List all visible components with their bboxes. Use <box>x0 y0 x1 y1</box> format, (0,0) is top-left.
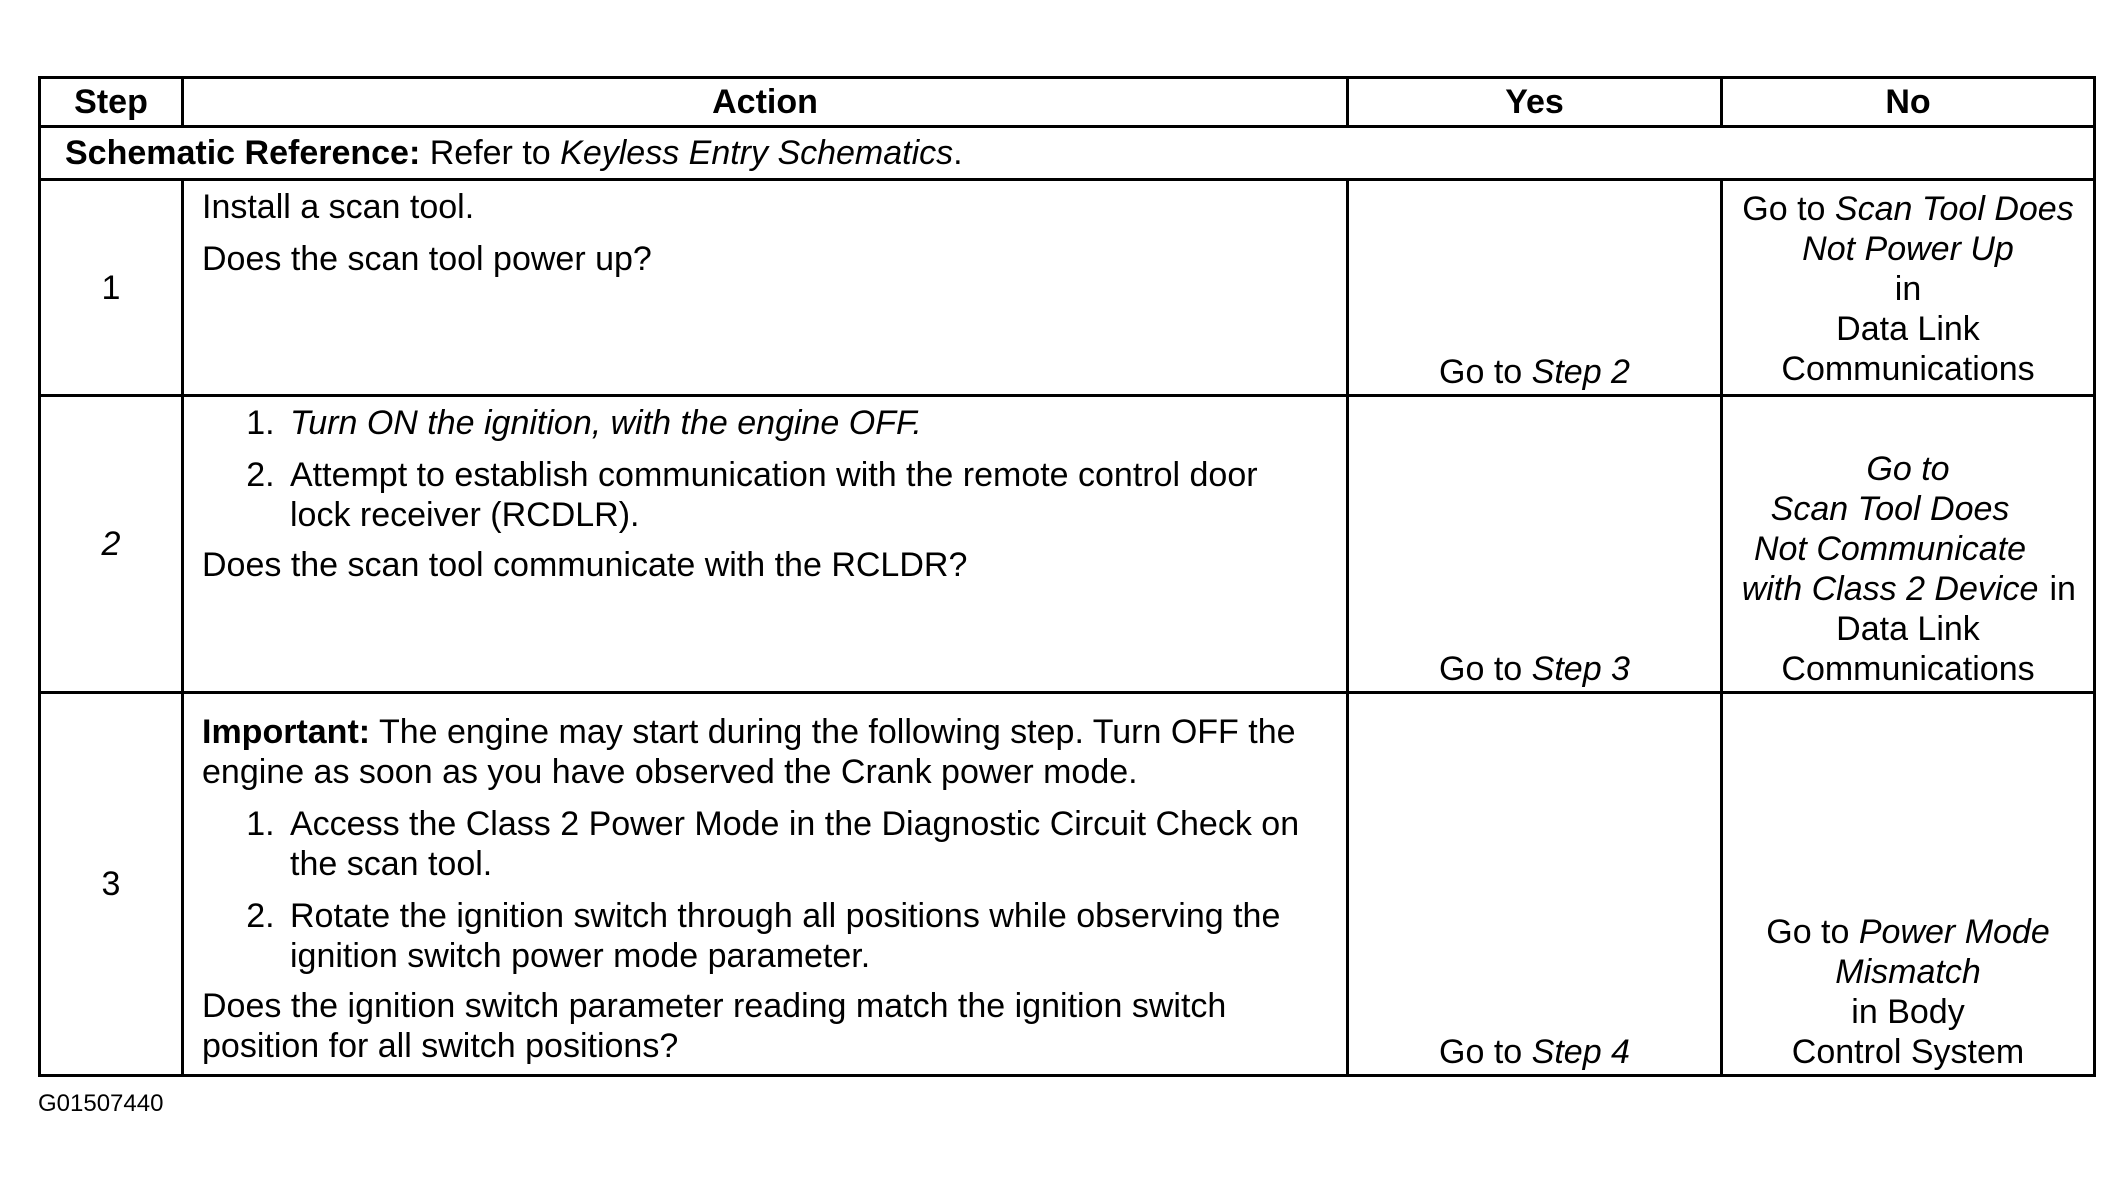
action-line: Install a scan tool. <box>202 188 475 226</box>
figure-id: G01507440 <box>38 1090 164 1117</box>
header-yes: Yes <box>1348 78 1722 127</box>
schematic-reference-label: Schematic Reference: <box>65 134 421 172</box>
no-section: Control System <box>1791 1033 2025 1071</box>
header-no: No <box>1722 78 2095 127</box>
action-cell <box>183 396 1348 693</box>
no-prefix: Go to <box>1866 450 1950 488</box>
important-text: The engine may start during the following step. Turn OFF the engine as soon as you have observed the Crank power mode. <box>202 713 1296 791</box>
yes-cell <box>1348 396 1722 693</box>
action-list <box>202 403 1324 535</box>
yes-prefix: Go to <box>1439 1033 1523 1071</box>
action-question: Does the ignition switch parameter reading match the ignition switch position for all switch positions? <box>202 987 1227 1065</box>
list-item <box>284 403 1324 443</box>
schematic-reference-text: Refer to <box>429 134 551 172</box>
no-cell <box>1722 180 2095 396</box>
no-link[interactable]: Scan Tool Does Not Power Up <box>1802 190 2074 268</box>
action-question: Does the scan tool power up? <box>202 240 652 278</box>
action-cell <box>183 693 1348 1076</box>
action-list <box>202 804 1324 976</box>
yes-link[interactable]: Step 3 <box>1531 650 1630 688</box>
diagnostic-table <box>38 76 2096 1077</box>
action-cell <box>183 180 1348 396</box>
step-number <box>40 396 183 693</box>
list-item: 1. Access the Class 2 Power Mode in the Diagnostic Circuit Check on the scan tool. <box>284 804 1324 884</box>
table-row <box>40 693 2095 1076</box>
no-section: Data Link Communications <box>1781 610 2035 688</box>
yes-cell <box>1348 180 1722 396</box>
table-row <box>40 396 2095 693</box>
no-in: in Body <box>1851 993 1965 1031</box>
no-in: in <box>2049 570 2076 608</box>
important-note <box>202 712 1324 792</box>
schematic-reference-end: . <box>953 134 963 172</box>
no-in: in <box>1894 270 1922 308</box>
header-step: Step <box>40 78 183 127</box>
important-label: Important: <box>202 713 371 751</box>
list-item-text: Turn ON the ignition, with the engine OFF. <box>290 404 922 442</box>
no-prefix: Go to <box>1766 913 1850 951</box>
schematic-reference-row <box>40 127 2095 180</box>
yes-link[interactable]: Step 2 <box>1531 353 1630 391</box>
no-link[interactable]: Scan Tool Does Not Communicate with Class 2 Device <box>1741 490 2039 608</box>
list-item: 2. Rotate the ignition switch through all positions while observing the ignition switch power mode parameter. <box>284 896 1324 976</box>
step-number-text: 2 <box>101 525 121 563</box>
table-row <box>40 180 2095 396</box>
no-section: Data Link Communications <box>1781 310 2035 388</box>
step-number: 1 <box>40 180 183 396</box>
no-prefix: Go to <box>1742 190 1826 228</box>
schematic-reference-link[interactable]: Keyless Entry Schematics <box>560 134 954 172</box>
action-question: Does the scan tool communicate with the RCLDR? <box>202 546 968 584</box>
step-number: 3 <box>40 693 183 1076</box>
list-item: 2. Attempt to establish communication with the remote control door lock receiver (RCDLR). <box>284 455 1324 535</box>
header-action: Action <box>183 78 1348 127</box>
yes-cell <box>1348 693 1722 1076</box>
no-cell <box>1722 693 2095 1076</box>
no-cell <box>1722 396 2095 693</box>
yes-prefix: Go to <box>1439 650 1523 688</box>
header-row <box>40 78 2095 127</box>
yes-link[interactable]: Step 4 <box>1531 1033 1630 1071</box>
schematic-reference <box>40 127 2095 180</box>
no-link[interactable]: Power Mode Mismatch <box>1835 913 2050 991</box>
yes-prefix: Go to <box>1439 353 1523 391</box>
